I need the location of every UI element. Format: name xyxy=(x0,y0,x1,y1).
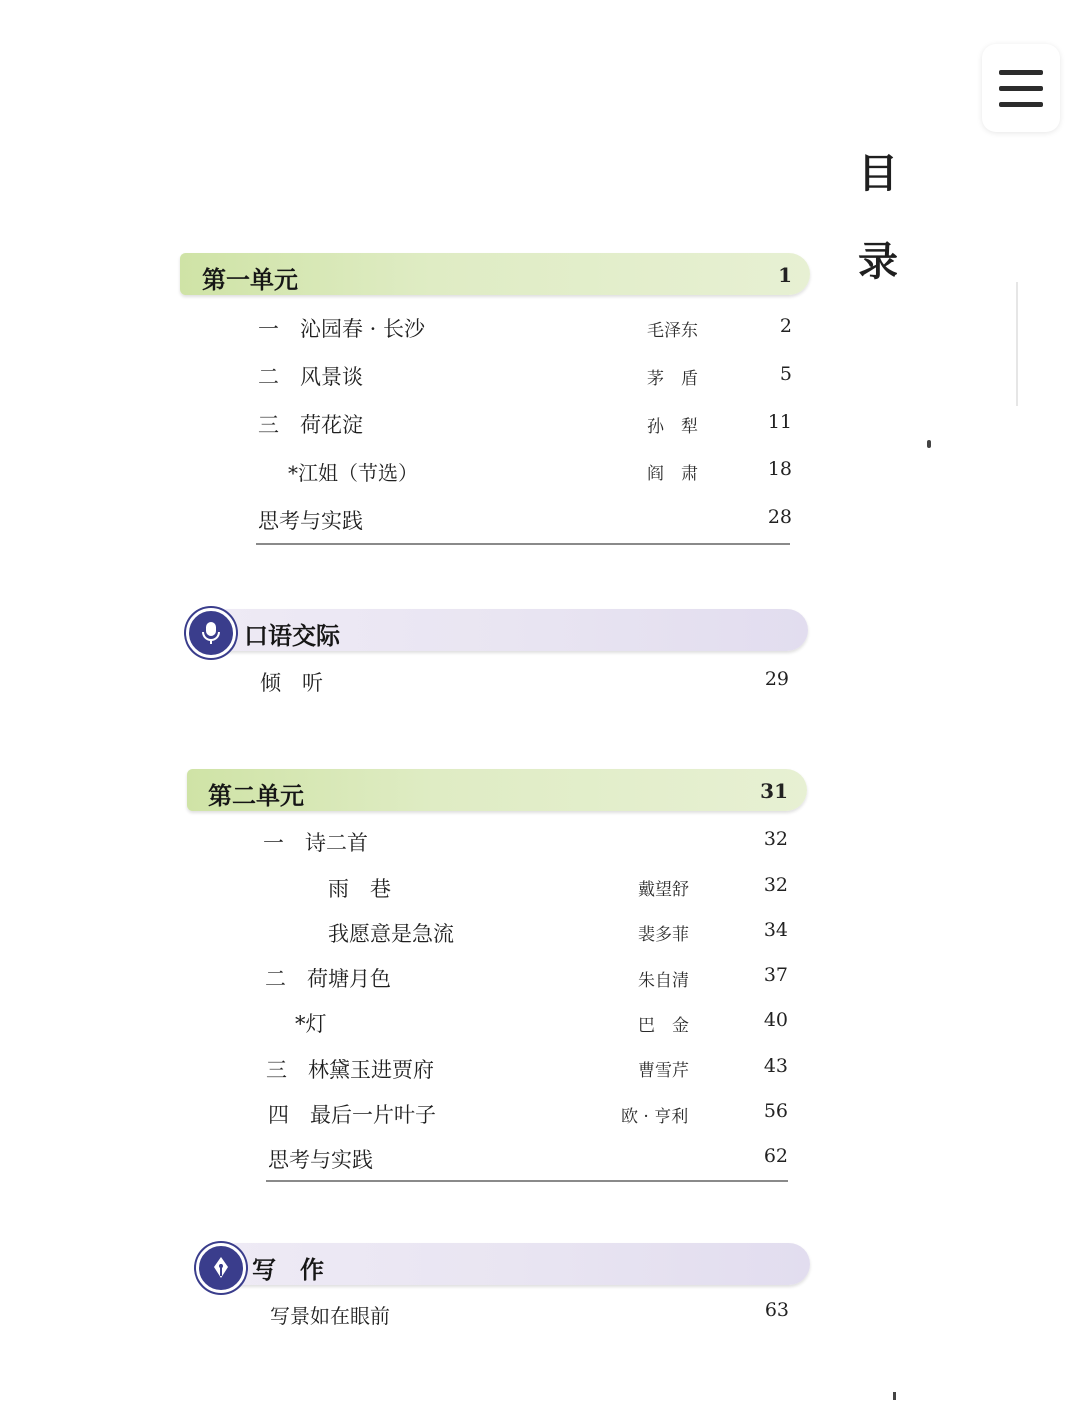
entry-author: 欧 · 亨利 xyxy=(621,1107,689,1127)
entry-title: 一 诗二首 xyxy=(263,831,368,855)
entry-author: 孙 犁 xyxy=(647,417,698,437)
menu-icon xyxy=(999,70,1043,75)
entry-page: 40 xyxy=(763,1009,788,1031)
unit-page: 1 xyxy=(778,263,792,287)
entry-title: 一 沁园春 · 长沙 xyxy=(258,317,426,341)
menu-button[interactable] xyxy=(982,44,1060,132)
section-title: 口语交际 xyxy=(244,621,340,650)
unit-page: 31 xyxy=(760,779,788,803)
entry-page: 32 xyxy=(763,828,788,850)
toc-title-char: 目 xyxy=(858,150,898,197)
entry-page: 62 xyxy=(763,1145,788,1167)
entry-page: 28 xyxy=(767,506,792,528)
entry-page: 63 xyxy=(764,1299,789,1321)
entry-page: 43 xyxy=(763,1055,788,1077)
section-band xyxy=(216,1243,810,1285)
entry-author: 朱自清 xyxy=(638,971,689,991)
entry-author: 戴望舒 xyxy=(638,880,689,900)
entry-title: 雨 巷 xyxy=(328,877,391,901)
entry-title: 我愿意是急流 xyxy=(328,922,454,946)
entry-author: 巴 金 xyxy=(638,1016,689,1036)
entry-page: 56 xyxy=(763,1100,788,1122)
pen-nib-icon xyxy=(196,1243,246,1293)
entry-title: 思考与实践 xyxy=(258,509,363,533)
speck xyxy=(893,1392,896,1400)
divider xyxy=(256,543,790,545)
unit-title: 第一单元 xyxy=(202,265,298,294)
entry-title: 三 林黛玉进贾府 xyxy=(266,1058,434,1082)
entry-title: 倾 听 xyxy=(260,671,323,695)
entry-title: 三 荷花淀 xyxy=(258,413,363,437)
toc-title-char: 录 xyxy=(858,238,898,285)
entry-page: 29 xyxy=(764,668,789,690)
entry-page: 11 xyxy=(767,411,792,433)
entry-author: 毛泽东 xyxy=(647,321,698,341)
entry-page: 5 xyxy=(779,363,792,385)
section-band xyxy=(206,609,808,651)
divider xyxy=(266,1180,788,1182)
page-edge-line xyxy=(1016,282,1018,406)
entry-author: 曹雪芹 xyxy=(638,1061,689,1081)
toc-title xyxy=(858,130,898,306)
unit-title: 第二单元 xyxy=(208,781,304,810)
unit-band xyxy=(187,769,807,811)
entry-page: 18 xyxy=(767,458,792,480)
entry-page: 34 xyxy=(763,919,788,941)
entry-page: 32 xyxy=(763,874,788,896)
entry-title: 写景如在眼前 xyxy=(270,1304,390,1328)
entry-title: 四 最后一片叶子 xyxy=(268,1103,436,1127)
entry-author: 茅 盾 xyxy=(647,369,698,389)
entry-page: 37 xyxy=(763,964,788,986)
microphone-icon xyxy=(186,608,236,658)
speck xyxy=(927,440,931,448)
entry-title: 思考与实践 xyxy=(268,1148,373,1172)
section-title: 写 作 xyxy=(252,1255,324,1284)
entry-title: *江姐（节选） xyxy=(288,461,418,485)
entry-page: 2 xyxy=(779,315,792,337)
entry-title: 二 荷塘月色 xyxy=(265,967,391,991)
entry-title: 二 风景谈 xyxy=(258,365,363,389)
entry-author: 裴多菲 xyxy=(638,925,689,945)
entry-title: *灯 xyxy=(295,1012,327,1036)
unit-band xyxy=(180,253,810,295)
entry-author: 阎 肃 xyxy=(647,464,698,484)
